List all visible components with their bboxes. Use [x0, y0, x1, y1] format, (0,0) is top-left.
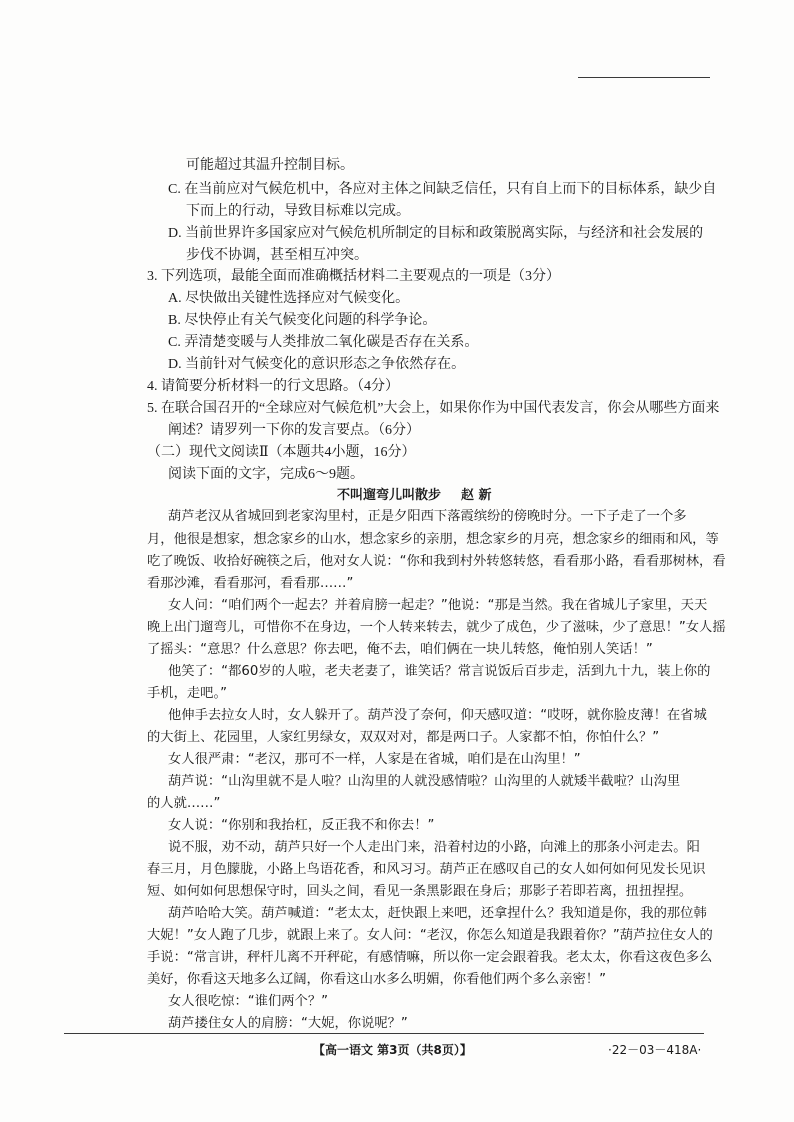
story-line: 手说：“常言讲，秤杆儿离不开秤砣，有感情嘛，所以你一定会跟着我。老太太，你看这夜色多么 [147, 950, 713, 965]
story-line: 他笑了：“都60岁的人啦，老夫老妻了，谁笑话？常言说饭后百步走，活到九十九，装上你的 [168, 664, 711, 679]
q3-stem: 3. 下列选项，最能全面而准确概括材料二主要观点的一项是（3分） [147, 269, 560, 284]
q2-option-c-line2: 下而上的行动，导致目标难以完成。 [186, 204, 410, 219]
story-line: 葫芦老汉从省城回到老家沟里村，正是夕阳西下落霞缤纷的傍晚时分。一下子走了一个多 [168, 509, 687, 524]
q4-stem: 4. 请简要分析材料一的行文思路。（4分） [147, 379, 399, 394]
q5-line2: 阐述？请罗列一下你的发言要点。（6分） [168, 423, 420, 438]
story-line: 的大街上、花园里，人家红男绿女，双双对对，都是两口子。人家都不怕，你怕什么？” [147, 730, 660, 745]
q5-line1: 5. 在联合国召开的“全球应对气候危机”大会上，如果你作为中国代表发言，你会从哪些方面来 [147, 401, 720, 416]
story-line: 葫芦哈哈大笑。葫芦喊道：“老太太，赶快跟上来吧，还拿捏什么？我知道是你，我的那位韩 [168, 906, 707, 921]
q2-continuation: 可能超过其温升控制目标。 [186, 158, 354, 173]
q2-option-d-line1: D. 当前世界许多国家应对气候危机所制定的目标和政策脱离实际，与经济和社会发展的 [168, 226, 704, 241]
story-line: 大妮！”女人跑了几步，就跟上来了。女人问：“老汉，你怎么知道是我跟着你？”葫芦拉住女人的 [147, 928, 713, 943]
q3-option-a: A. 尽快做出关键性选择应对气候变化。 [168, 291, 410, 306]
story-line: 看那沙滩，看看那河，看看那……” [147, 576, 354, 591]
footer-code: ·22－03－418A· [608, 1043, 702, 1057]
story-line: 女人说：“你别和我抬杠，反正我不和你去！” [168, 818, 435, 833]
story-line: 说不服，劝不动，葫芦只好一个人走出门来，沿着村边的小路，向滩上的那条小河走去。阳 [168, 840, 700, 855]
story-title: 不叫遛弯儿叫散步 [337, 488, 442, 503]
q3-option-b: B. 尽快停止有关气候变化问题的科学争论。 [168, 313, 437, 328]
story-line: 了摇头：“意思？什么意思？你去吧，俺不去，咱们俩在一块儿转悠，俺怕别人笑话！” [147, 642, 653, 657]
story-line: 春三月，月色朦胧，小路上鸟语花香，和风习习。葫芦正在感叹自己的女人如何如何见发长见识 [147, 862, 706, 877]
story-line: 葫芦搂住女人的肩膀：“大妮，你说呢？” [168, 1016, 408, 1031]
section-instruction: 阅读下面的文字，完成6～9题。 [168, 467, 364, 482]
story-line: 女人问：“咱们两个一起去？并着肩膀一起走？”他说：“那是当然。我在省城儿子家里，天天 [168, 598, 708, 613]
story-author: 赵 新 [461, 488, 492, 503]
q2-option-c-line1: C. 在当前应对气候危机中，各应对主体之间缺乏信任，只有自上而下的目标体系，缺少自 [168, 182, 717, 197]
story-line: 月，他很是想家，想念家乡的山水，想念家乡的亲朋，想念家乡的月亮，想念家乡的细雨和风，等 [147, 532, 719, 547]
story-line: 美好，你看这天地多么辽阔，你看这山水多么明媚，你看他们两个多么亲密！” [147, 972, 606, 987]
story-line: 手机，走吧。” [147, 686, 228, 701]
story-line: 吃了晚饭、收拾好碗筷之后，他对女人说：“你和我到村外转悠转悠，看看那小路，看看那树林，看 [147, 554, 726, 569]
footer-rule [64, 1033, 704, 1034]
story-line: 女人很严肃：“老汉，那可不一样，人家是在省城，咱们是在山沟里！” [168, 752, 581, 767]
story-line: 女人很吃惊：“谁们两个？” [168, 994, 329, 1009]
q3-option-d: D. 当前针对气候变化的意识形态之争依然存在。 [168, 357, 466, 372]
story-line: 他伸手去拉女人时，女人躲开了。葫芦没了奈何，仰天感叹道：“哎呀，就你脸皮薄！在省城 [168, 708, 707, 723]
story-line: 晚上出门遛弯儿，可惜你不在身边，一个人转来转去，就少了成色，少了滋味，少了意思！”女人摇 [147, 620, 726, 635]
story-line: 葫芦说：“山沟里就不是人啦？山沟里的人就没感情啦？山沟里的人就矮半截啦？山沟里 [168, 774, 681, 789]
top-right-rule [578, 77, 710, 78]
section-header: （二）现代文阅读Ⅱ（本题共4小题，16分） [147, 445, 416, 460]
story-line: 的人就……” [147, 796, 221, 811]
footer-page-label: 【高一语文 第3页（共8页）】 [313, 1043, 472, 1057]
q3-option-c: C. 弄清楚变暖与人类排放二氧化碳是否存在关系。 [168, 335, 479, 350]
story-line: 短、如何如何思想保守时，回头之间，看见一条黑影跟在身后；那影子若即若离，扭扭捏捏。 [147, 884, 693, 899]
q2-option-d-line2: 步伐不协调，甚至相互冲突。 [186, 248, 368, 263]
